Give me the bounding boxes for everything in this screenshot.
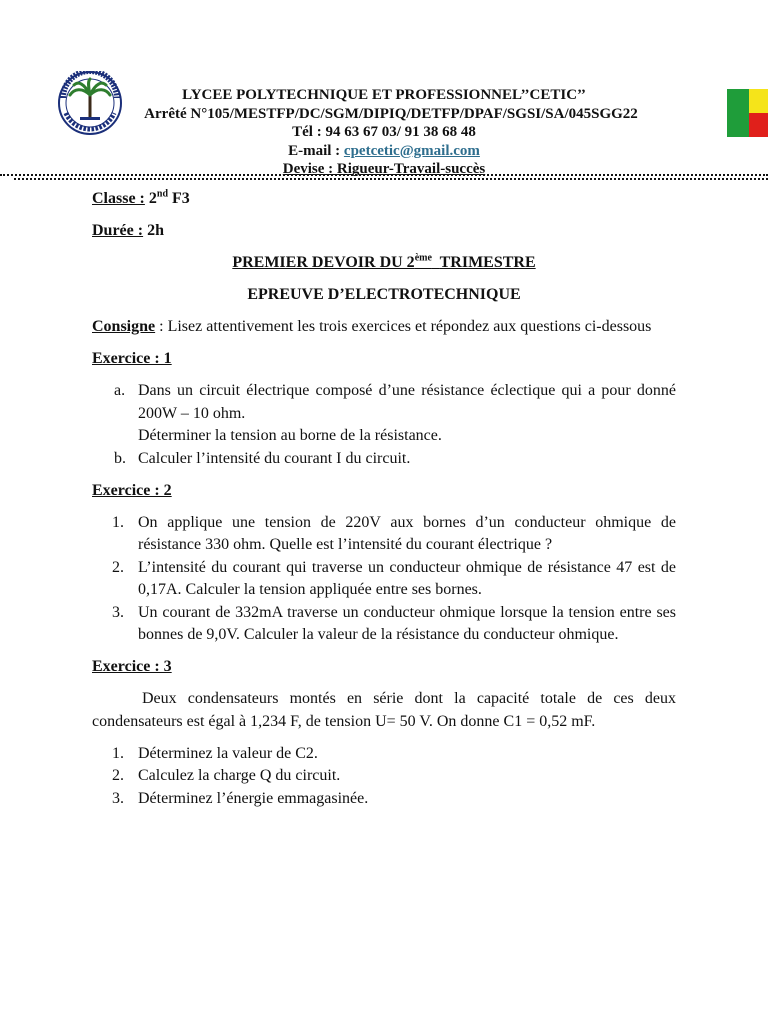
duration-label: Durée : xyxy=(92,222,144,239)
school-email-line xyxy=(0,142,768,161)
class-base: 2 xyxy=(148,190,157,207)
list-item: 1. On applique une tension de 220V aux bornes d’un conducteur ohmique de résistance 330 ohm. Quelle est l’intensité du courant électrique ? xyxy=(112,513,676,553)
exam-subject: EPREUVE D’ELECTROTECHNIQUE xyxy=(247,286,521,303)
school-header xyxy=(0,86,768,179)
exercise-2-list xyxy=(92,512,676,647)
consigne-label: Consigne xyxy=(92,318,156,335)
exercise-1-list xyxy=(92,380,676,470)
consigne xyxy=(92,316,676,339)
list-item: 2. L’intensité du courant qui traverse un conducteur ohmique de résistance 47 est de 0,17A. Calculer la tension appliquée entre ses bornes. xyxy=(112,558,676,598)
class-rest: F3 xyxy=(172,190,190,207)
exercise-3-title: Exercice : 3 xyxy=(92,658,172,675)
duration-line xyxy=(92,220,676,243)
exam-content xyxy=(92,188,676,810)
exercise-2-title: Exercice : 2 xyxy=(92,481,172,499)
list-item: 1. Déterminez la valeur de C2. xyxy=(112,744,318,762)
class-line xyxy=(92,188,676,211)
school-arrete: Arrêté N°105/MESTFP/DC/SGM/DIPIQ/DETFP/DPAF/SGSI/SA/045SGG22 xyxy=(144,105,638,122)
motto-text: Devise : Rigueur-Travail-succès xyxy=(282,161,486,177)
list-item: 3. Déterminez l’énergie emmagasinée. xyxy=(112,789,369,807)
exercise-1-title: Exercice : 1 xyxy=(92,350,172,367)
class-label: Classe : xyxy=(92,190,145,207)
list-item: 3. Un courant de 332mA traverse un conducteur ohmique lorsque la tension entre ses bonnes de 9,0V. Calculer la valeur de la résistance du conducteur ohmique. xyxy=(112,603,676,643)
header-divider xyxy=(0,174,768,180)
exam-title: PREMIER DEVOIR DU 2ème TRIMESTRE xyxy=(232,252,536,271)
school-phone: Tél : 94 63 67 03/ 91 38 68 48 xyxy=(292,124,476,140)
exercise-3-list xyxy=(92,743,676,811)
exercise-3-intro: Deux condensateurs montés en série dont la capacité totale de ces deux condensateurs est égal à 1,234 F, de tension U= 50 V. On donne C1 = 0,52 mF. xyxy=(92,690,676,730)
email-label: E-mail : xyxy=(288,142,344,159)
email-link[interactable]: cpetcetic@gmail.com xyxy=(343,142,480,159)
class-sup: nd xyxy=(156,188,169,200)
list-item: a. Dans un circuit électrique composé d’une résistance éclectique qui a pour donné 200W – 10 ohm. Déterminer la tension au borne de la résistance. xyxy=(114,382,676,444)
school-name: LYCEE POLYTECHNIQUE ET PROFESSIONNEL’’CETIC’’ xyxy=(182,87,586,103)
list-item: 2. Calculez la charge Q du circuit. xyxy=(112,767,341,784)
consigne-text: : Lisez attentivement les trois exercices et répondez aux questions ci-dessous xyxy=(155,318,652,335)
list-item: b. Calculer l’intensité du courant I du circuit. xyxy=(114,449,411,467)
duration-value: 2h xyxy=(147,222,164,239)
